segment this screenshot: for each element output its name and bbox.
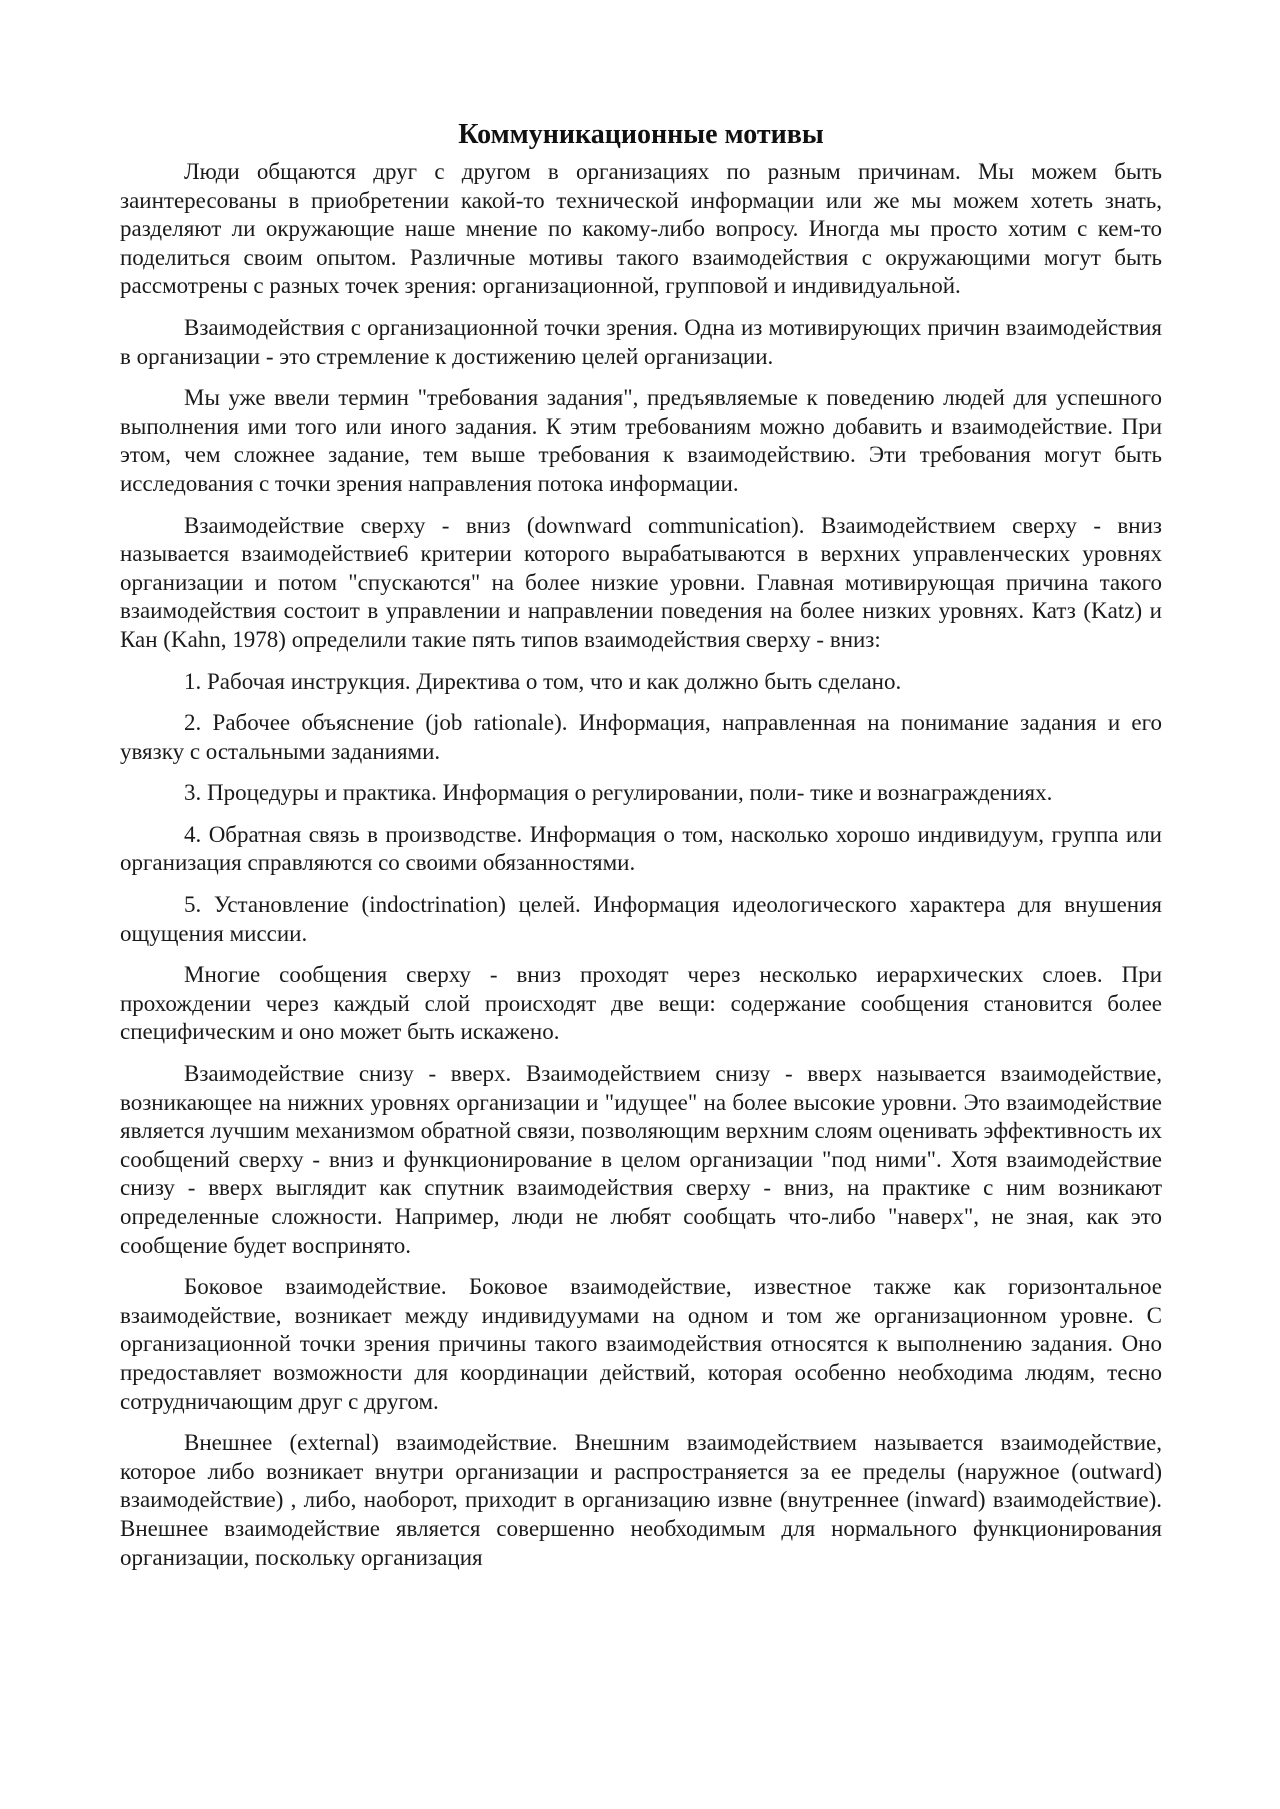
paragraph-lateral: Боковое взаимодействие. Боковое взаимодействие, известное также как горизонтальное взаимодействие, возникает между индивидуумами на одном и том же организационном уровне. С организационной точки зрения причины такого взаимодействия относятся к выполнению задания. Оно предоставляет возможности для координации действий, которая особенно необходима людям, тесно сотрудничающим друг с другом.: [120, 1274, 1162, 1414]
list-item-3: 3. Процедуры и практика. Информация о регулировании, поли- тике и вознаграждениях.: [184, 780, 1053, 806]
paragraph-task-requirements: Мы уже ввели термин "требования задания", предъявляемые к поведению людей для успешного выполнения ими того или иного задания. К этим требованиям можно добавить и взаимодействие. При этом, чем сложнее задание, тем выше требования к взаимодействию. Эти требования могут быть исследования с точки зрения направления потока информации.: [120, 385, 1162, 496]
paragraph-intro: Люди общаются друг с другом в организациях по разным причинам. Мы можем быть заинтересованы в приобретении какой-то технической информации или же мы можем хотеть знать, разделяют ли окружающие наше мнение по какому-либо вопросу. Иногда мы просто хотим с кем-то поделиться своим опытом. Различные мотивы такого взаимодействия с окружающими могут быть рассмотрены с разных точек зрения: организационной, групповой и индивидуальной.: [120, 159, 1162, 299]
list-item-1: 1. Рабочая инструкция. Директива о том, что и как должно быть сделано.: [184, 668, 902, 694]
list-item-4: 4. Обратная связь в производстве. Информация о том, насколько хорошо индивидуум, группа или организация справляются со своими обязанностями.: [120, 821, 1162, 876]
list-item-5: 5. Установление (indoctrination) целей. Информация идеологического характера для внушения ощущения миссии.: [120, 892, 1162, 946]
list-item-2: 2. Рабочее объяснение (job rationale). Информация, направленная на понимание задания и его увязку с остальными заданиями.: [120, 710, 1162, 764]
paragraph-hierarchy: Многие сообщения сверху - вниз проходят через несколько иерархических слоев. При прохождении через каждый слой происходят две вещи: содержание сообщения становится более специфическим и оно может быть искажено.: [120, 962, 1162, 1045]
paragraph-external: Внешнее (external) взаимодействие. Внешним взаимодействием называется взаимодействие, которое либо возникает внутри организации и распространяется за ее пределы (наружное (outward) взаимодействие) , либо, наоборот, приходит в организацию извне (внутреннее (inward) взаимодействие). Внешнее взаимодействие является совершенно необходимым для нормального функционирования организации, поскольку организация: [120, 1430, 1162, 1570]
document-title: Коммуникационные мотивы: [458, 119, 824, 150]
paragraph-upward: Взаимодействие снизу - вверх. Взаимодействием снизу - вверх называется взаимодействие, возникающее на нижних уровнях организации и "идущее" на более высокие уровни. Это взаимодействие является лучшим механизмом обратной связи, позволяющим верхним слоям оценивать эффективность их сообщений сверху - вниз и функционирование в целом организации "под ними". Хотя взаимодействие снизу - вверх выглядит как спутник взаимодействия сверху - вниз, на практике с ним возникают определенные сложности. Например, люди не любят сообщать что-либо "наверх", не зная, как это сообщение будет воспринято.: [120, 1061, 1162, 1258]
paragraph-organizational: Взаимодействия с организационной точки зрения. Одна из мотивирующих причин взаимодействия в организации - это стремление к достижению целей организации.: [120, 314, 1162, 369]
paragraph-downward: Взаимодействие сверху - вниз (downward communication). Взаимодействием сверху - вниз называется взаимодействие6 критерии которого вырабатываются в верхних управленческих уровнях организации и потом "спускаются" на более низкие уровни. Главная мотивирующая причина такого взаимодействия состоит в управлении и направлении поведения на более низких уровнях. Катз (Katz) и Кан (Kahn, 1978) определили такие пять типов взаимодействия сверху - вниз:: [120, 512, 1162, 652]
document-body: [120, 118, 1162, 1585]
